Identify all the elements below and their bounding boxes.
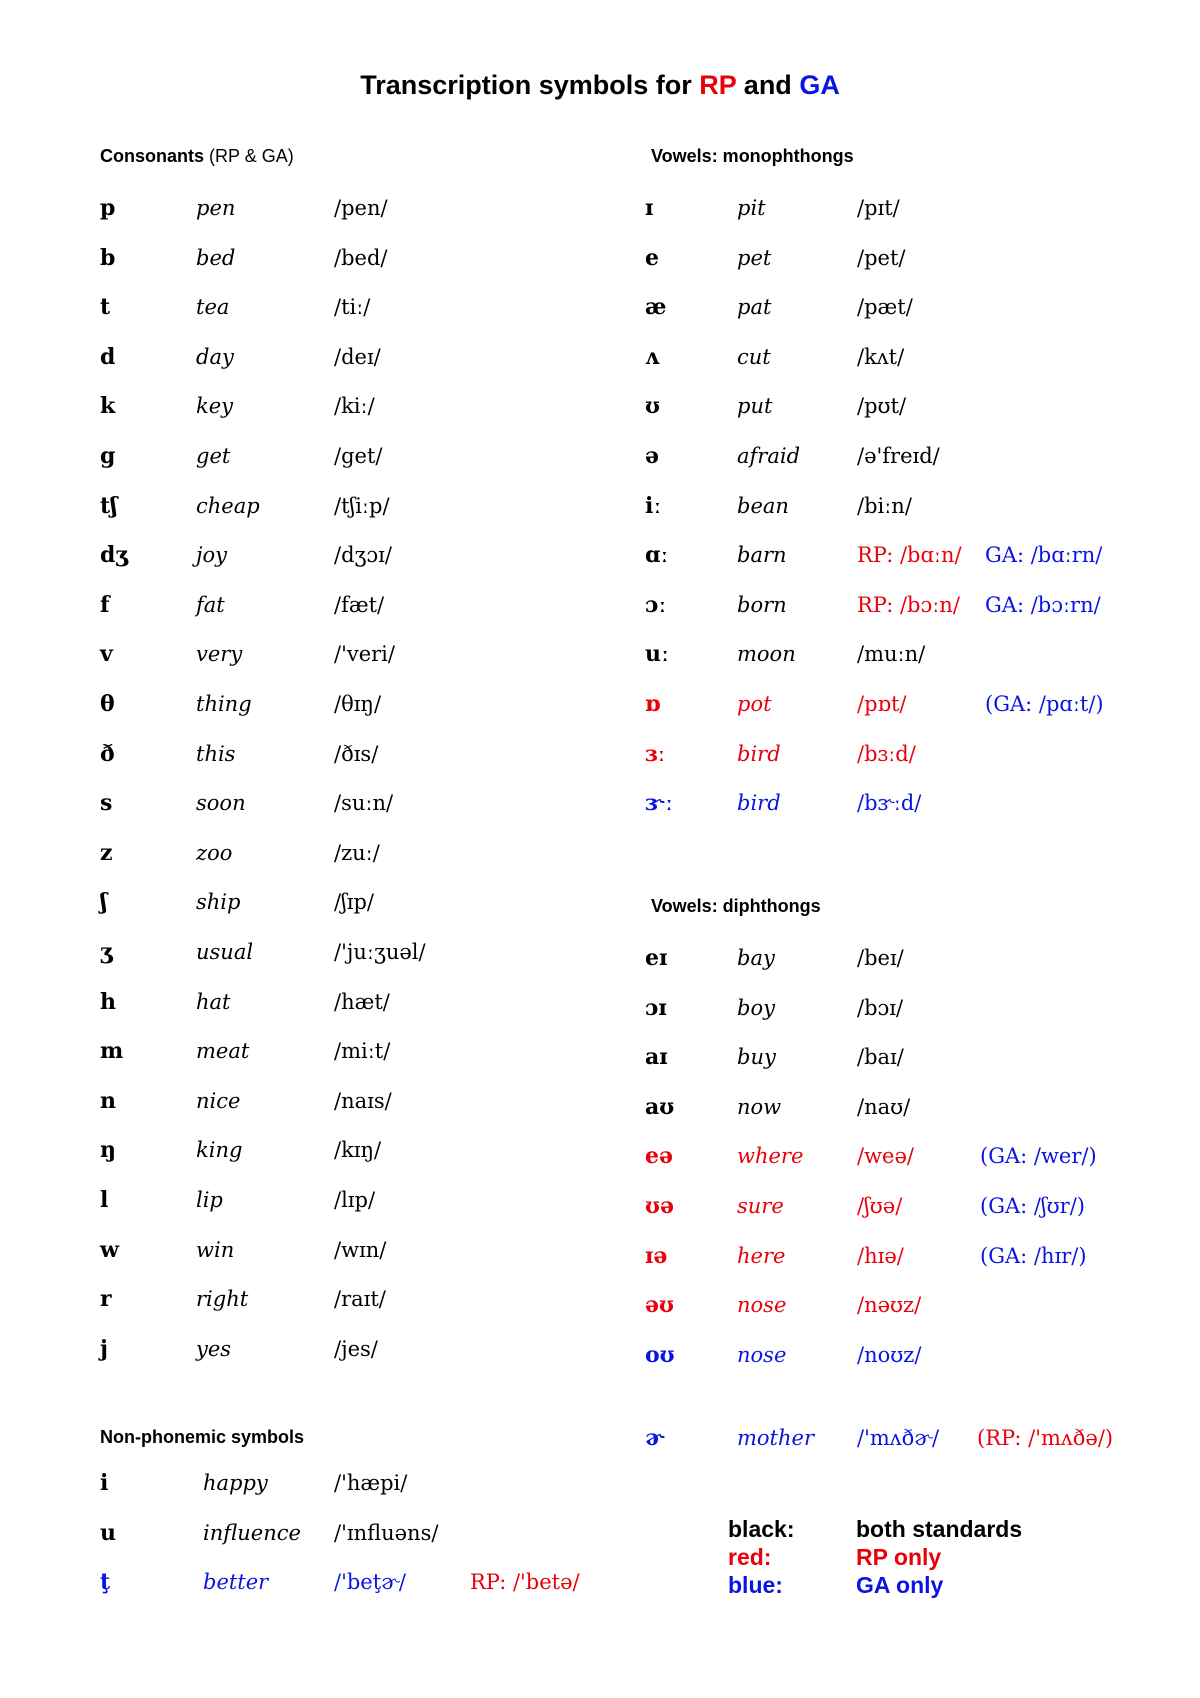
ipa-symbol: ʒ [100, 939, 113, 965]
transcription: /beɪ/ [857, 946, 904, 970]
example-word: get [196, 444, 231, 468]
monophthong-row [645, 238, 1200, 278]
ipa-symbol: ɝː [645, 790, 674, 817]
ipa-symbol: s [100, 790, 113, 817]
example-word: nose [737, 1342, 787, 1367]
monophthong-row [645, 535, 1200, 575]
monophthong-row [645, 585, 1200, 625]
example-word: barn [737, 543, 787, 568]
variant-transcription: (GA: /ʃʊr/) [980, 1194, 1085, 1218]
ipa-symbol: b [100, 244, 116, 271]
ipa-symbol: ɚ [645, 1425, 665, 1451]
variant-transcription: (GA: /pɑːt/) [985, 692, 1104, 716]
diphthong-row [645, 988, 1200, 1028]
transcription: /muːn/ [857, 642, 926, 667]
consonant-row [100, 1230, 660, 1270]
non-phonemic-row [100, 1513, 660, 1553]
transcription: /bɔɪ/ [857, 995, 904, 1020]
example-word: bird [737, 741, 781, 766]
title-and: and [736, 70, 800, 100]
example-word: usual [196, 940, 254, 964]
example-word: king [196, 1138, 243, 1163]
example-word: very [196, 642, 243, 667]
monophthongs-heading: Vowels: monophthongs [651, 146, 854, 166]
consonant-row [100, 535, 660, 575]
example-word: cheap [196, 493, 260, 518]
ipa-symbol: ɪ [645, 195, 654, 221]
transcription: /dʒɔɪ/ [334, 543, 392, 568]
ipa-symbol: uː [645, 641, 670, 668]
transcription: /hɪə/ [857, 1243, 904, 1268]
diphthong-row [645, 1285, 1200, 1325]
legend-key: red: [728, 1544, 772, 1570]
transcription: /pɪt/ [857, 196, 900, 220]
ipa-symbol: æ [645, 294, 667, 321]
transcription: /'beţɚ/ [334, 1570, 406, 1595]
ipa-symbol: ʌ [645, 343, 660, 370]
diphthong-row [645, 1087, 1200, 1127]
ipa-symbol: ʃ [100, 889, 108, 916]
example-word: pit [737, 196, 766, 220]
transcription: /baɪ/ [857, 1045, 904, 1070]
consonant-row [100, 585, 660, 625]
transcription: /bɜːd/ [857, 741, 916, 766]
example-word: yes [196, 1336, 232, 1361]
diphthong-row [645, 938, 1200, 978]
transcription: /tiː/ [334, 295, 371, 320]
transcription: /ʃʊə/ [857, 1194, 903, 1218]
transcription: /ðɪs/ [334, 741, 379, 766]
example-word: buy [737, 1045, 776, 1070]
transcription: /noʊz/ [857, 1342, 922, 1367]
example-word: cut [737, 344, 771, 369]
transcription: /naɪs/ [334, 1088, 392, 1113]
consonant-row [100, 1329, 660, 1369]
variant-transcription: (RP: /'mʌðə/) [977, 1426, 1114, 1450]
ipa-symbol: m [100, 1038, 124, 1065]
ipa-symbol: dʒ [100, 542, 128, 569]
ipa-symbol: ɔɪ [645, 994, 667, 1021]
example-word: better [203, 1570, 269, 1595]
monophthong-row [645, 734, 1200, 774]
consonant-row [100, 882, 660, 922]
example-word: day [196, 344, 234, 369]
example-word: here [737, 1243, 786, 1268]
ipa-symbol: r [100, 1286, 112, 1313]
example-word: born [737, 592, 787, 617]
transcription: /lɪp/ [334, 1188, 376, 1212]
example-word: lip [196, 1188, 223, 1212]
transcription: /pet/ [857, 245, 906, 270]
ipa-symbol: ŋ [100, 1137, 116, 1164]
ipa-symbol: l [100, 1187, 109, 1213]
consonant-row [100, 386, 660, 426]
diphthongs-heading: Vowels: diphthongs [651, 896, 821, 916]
transcription: /tʃiːp/ [334, 493, 390, 518]
ipa-symbol: ɔː [645, 591, 667, 618]
transcription: /wɪn/ [334, 1237, 387, 1262]
ipa-symbol: f [100, 591, 110, 618]
example-word: afraid [737, 444, 801, 468]
consonant-row [100, 1180, 660, 1220]
legend-key: black: [728, 1516, 795, 1542]
transcription: /deɪ/ [334, 344, 381, 369]
consonants-heading [100, 146, 294, 167]
consonant-row [100, 833, 660, 873]
example-word: pat [737, 295, 772, 320]
consonants-heading-label: Consonants [100, 146, 205, 166]
ipa-symbol: ʊə [645, 1193, 674, 1219]
consonant-row [100, 188, 660, 228]
consonant-row [100, 486, 660, 526]
ipa-symbol: h [100, 988, 116, 1015]
transcription: /'ɪnfluəns/ [334, 1520, 439, 1545]
example-word: thing [196, 692, 252, 716]
non-phonemic-row [100, 1463, 660, 1503]
r-colored-schwa-row [645, 1418, 1200, 1458]
legend-key: blue: [728, 1572, 783, 1598]
transcription: /'hæpi/ [334, 1471, 408, 1495]
transcription: /weə/ [857, 1144, 914, 1169]
title-ga: GA [799, 70, 840, 100]
ipa-symbol: ɑː [645, 542, 669, 569]
legend-row-black [728, 1515, 1148, 1543]
transcription: /biːn/ [857, 493, 912, 518]
transcription: /zuː/ [334, 840, 380, 865]
monophthong-row [645, 287, 1200, 327]
ipa-symbol: tʃ [100, 492, 118, 519]
consonant-row [100, 287, 660, 327]
example-word: sure [737, 1194, 784, 1218]
ipa-symbol: ɪə [645, 1242, 668, 1269]
example-word: key [196, 394, 234, 419]
transcription: /ʃɪp/ [334, 890, 375, 915]
transcription: /θɪŋ/ [334, 692, 382, 716]
transcription: /bed/ [334, 245, 388, 270]
transcription: /jes/ [334, 1336, 378, 1361]
example-word: where [737, 1144, 804, 1169]
consonant-row [100, 1130, 660, 1170]
ipa-symbol: u [100, 1519, 116, 1546]
diphthong-row [645, 1186, 1200, 1226]
transcription: /nəʊz/ [857, 1293, 922, 1318]
ipa-symbol: v [100, 641, 113, 668]
legend-value: both standards [856, 1516, 1023, 1542]
ipa-symbol: ţ [100, 1569, 111, 1596]
example-word: bean [737, 493, 789, 518]
example-word: moon [737, 642, 796, 667]
consonant-row [100, 1279, 660, 1319]
ipa-symbol: w [100, 1236, 119, 1263]
ipa-symbol: aʊ [645, 1093, 675, 1120]
ipa-symbol: əʊ [645, 1292, 674, 1319]
legend-value: GA only [856, 1572, 944, 1598]
monophthong-row [645, 188, 1200, 228]
example-word: fat [196, 592, 225, 617]
legend-row-red [728, 1543, 1148, 1571]
ipa-symbol: p [100, 195, 116, 221]
example-word: nice [196, 1088, 241, 1113]
ipa-symbol: eɪ [645, 945, 668, 971]
monophthong-row [645, 634, 1200, 674]
transcription: RP: /bɑːn/ [857, 543, 962, 568]
example-word: nose [737, 1293, 787, 1318]
legend-value: RP only [856, 1544, 942, 1570]
monophthong-row [645, 486, 1200, 526]
example-word: this [196, 741, 236, 766]
consonant-row [100, 337, 660, 377]
transcription: /pʊt/ [857, 394, 907, 419]
ipa-symbol: t [100, 294, 111, 321]
consonant-row [100, 734, 660, 774]
example-word: win [196, 1237, 235, 1262]
ipa-symbol: k [100, 393, 116, 420]
title-rp: RP [699, 70, 737, 100]
example-word: influence [203, 1520, 301, 1545]
monophthong-row [645, 436, 1200, 476]
transcription: /naʊ/ [857, 1094, 911, 1119]
ipa-symbol: θ [100, 691, 115, 717]
transcription: /get/ [334, 444, 383, 468]
diphthong-row [645, 1136, 1200, 1176]
transcription: /pæt/ [857, 295, 913, 320]
example-word: joy [196, 543, 228, 568]
diphthong-row [645, 1236, 1200, 1276]
consonant-row [100, 982, 660, 1022]
diphthong-row [645, 1037, 1200, 1077]
example-word: pot [737, 692, 772, 716]
consonant-row [100, 634, 660, 674]
monophthong-row [645, 337, 1200, 377]
example-word: put [737, 394, 773, 419]
example-word: meat [196, 1039, 250, 1064]
consonant-row [100, 1031, 660, 1071]
ipa-symbol: ə [645, 443, 659, 469]
ipa-symbol: d [100, 343, 116, 370]
variant-transcription: GA: /bɑːrn/ [985, 543, 1103, 568]
title-prefix: Transcription symbols for [360, 70, 700, 100]
transcription: /kiː/ [334, 394, 375, 419]
non-phonemic-row [100, 1562, 660, 1602]
consonant-row [100, 932, 660, 972]
consonant-row [100, 238, 660, 278]
example-word: boy [737, 995, 775, 1020]
transcription: /miːt/ [334, 1039, 391, 1064]
consonants-heading-note: (RP & GA) [204, 146, 294, 166]
variant-transcription: RP: /'betə/ [470, 1570, 580, 1595]
monophthong-row [645, 386, 1200, 426]
ipa-symbol: g [100, 443, 116, 469]
transcription: /raɪt/ [334, 1287, 386, 1312]
example-word: now [737, 1094, 782, 1119]
ipa-symbol: e [645, 244, 659, 271]
transcription: /kʌt/ [857, 344, 905, 369]
transcription: /kɪŋ/ [334, 1138, 382, 1163]
example-word: zoo [196, 840, 233, 865]
transcription: /pɒt/ [857, 692, 907, 716]
ipa-symbol: ð [100, 740, 115, 767]
variant-transcription: GA: /bɔːrn/ [985, 592, 1101, 617]
variant-transcription: (GA: /hɪr/) [980, 1243, 1087, 1268]
transcription: /bɝːd/ [857, 791, 922, 816]
transcription: /ə'freɪd/ [857, 444, 940, 468]
consonant-row [100, 436, 660, 476]
consonant-row [100, 684, 660, 724]
example-word: tea [196, 295, 230, 320]
consonant-row [100, 783, 660, 823]
transcription: /'mʌðɚ/ [857, 1426, 940, 1450]
transcription: /fæt/ [334, 592, 385, 617]
ipa-symbol: ɜː [645, 740, 666, 767]
ipa-symbol: ʊ [645, 393, 660, 420]
ipa-symbol: j [100, 1335, 108, 1362]
transcription: /'veri/ [334, 642, 395, 667]
example-word: pet [737, 245, 772, 270]
ipa-symbol: oʊ [645, 1341, 675, 1368]
ipa-symbol: iː [645, 492, 662, 519]
example-word: bed [196, 245, 236, 270]
transcription: /'juːʒuəl/ [334, 940, 426, 964]
example-word: pen [196, 196, 236, 220]
ipa-symbol: aɪ [645, 1044, 668, 1071]
ipa-symbol: n [100, 1087, 116, 1114]
transcription: RP: /bɔːn/ [857, 592, 960, 617]
example-word: mother [737, 1426, 814, 1450]
ipa-symbol: z [100, 839, 113, 866]
example-word: soon [196, 791, 246, 816]
example-word: ship [196, 890, 241, 915]
ipa-symbol: ɒ [645, 691, 661, 717]
variant-transcription: (GA: /wer/) [980, 1144, 1097, 1169]
monophthong-row [645, 684, 1200, 724]
ipa-symbol: eə [645, 1143, 673, 1170]
example-word: happy [203, 1471, 268, 1495]
ipa-symbol: i [100, 1470, 109, 1496]
consonant-row [100, 1081, 660, 1121]
transcription: /hæt/ [334, 989, 390, 1014]
page-title [0, 70, 1200, 101]
transcription: /suːn/ [334, 791, 394, 816]
monophthong-row [645, 783, 1200, 823]
transcription: /pen/ [334, 196, 388, 220]
non-phonemic-heading: Non-phonemic symbols [100, 1427, 305, 1447]
example-word: hat [196, 989, 231, 1014]
example-word: bird [737, 791, 781, 816]
example-word: bay [737, 946, 775, 970]
example-word: right [196, 1287, 249, 1312]
diphthong-row [645, 1335, 1200, 1375]
legend-row-blue [728, 1571, 1148, 1599]
